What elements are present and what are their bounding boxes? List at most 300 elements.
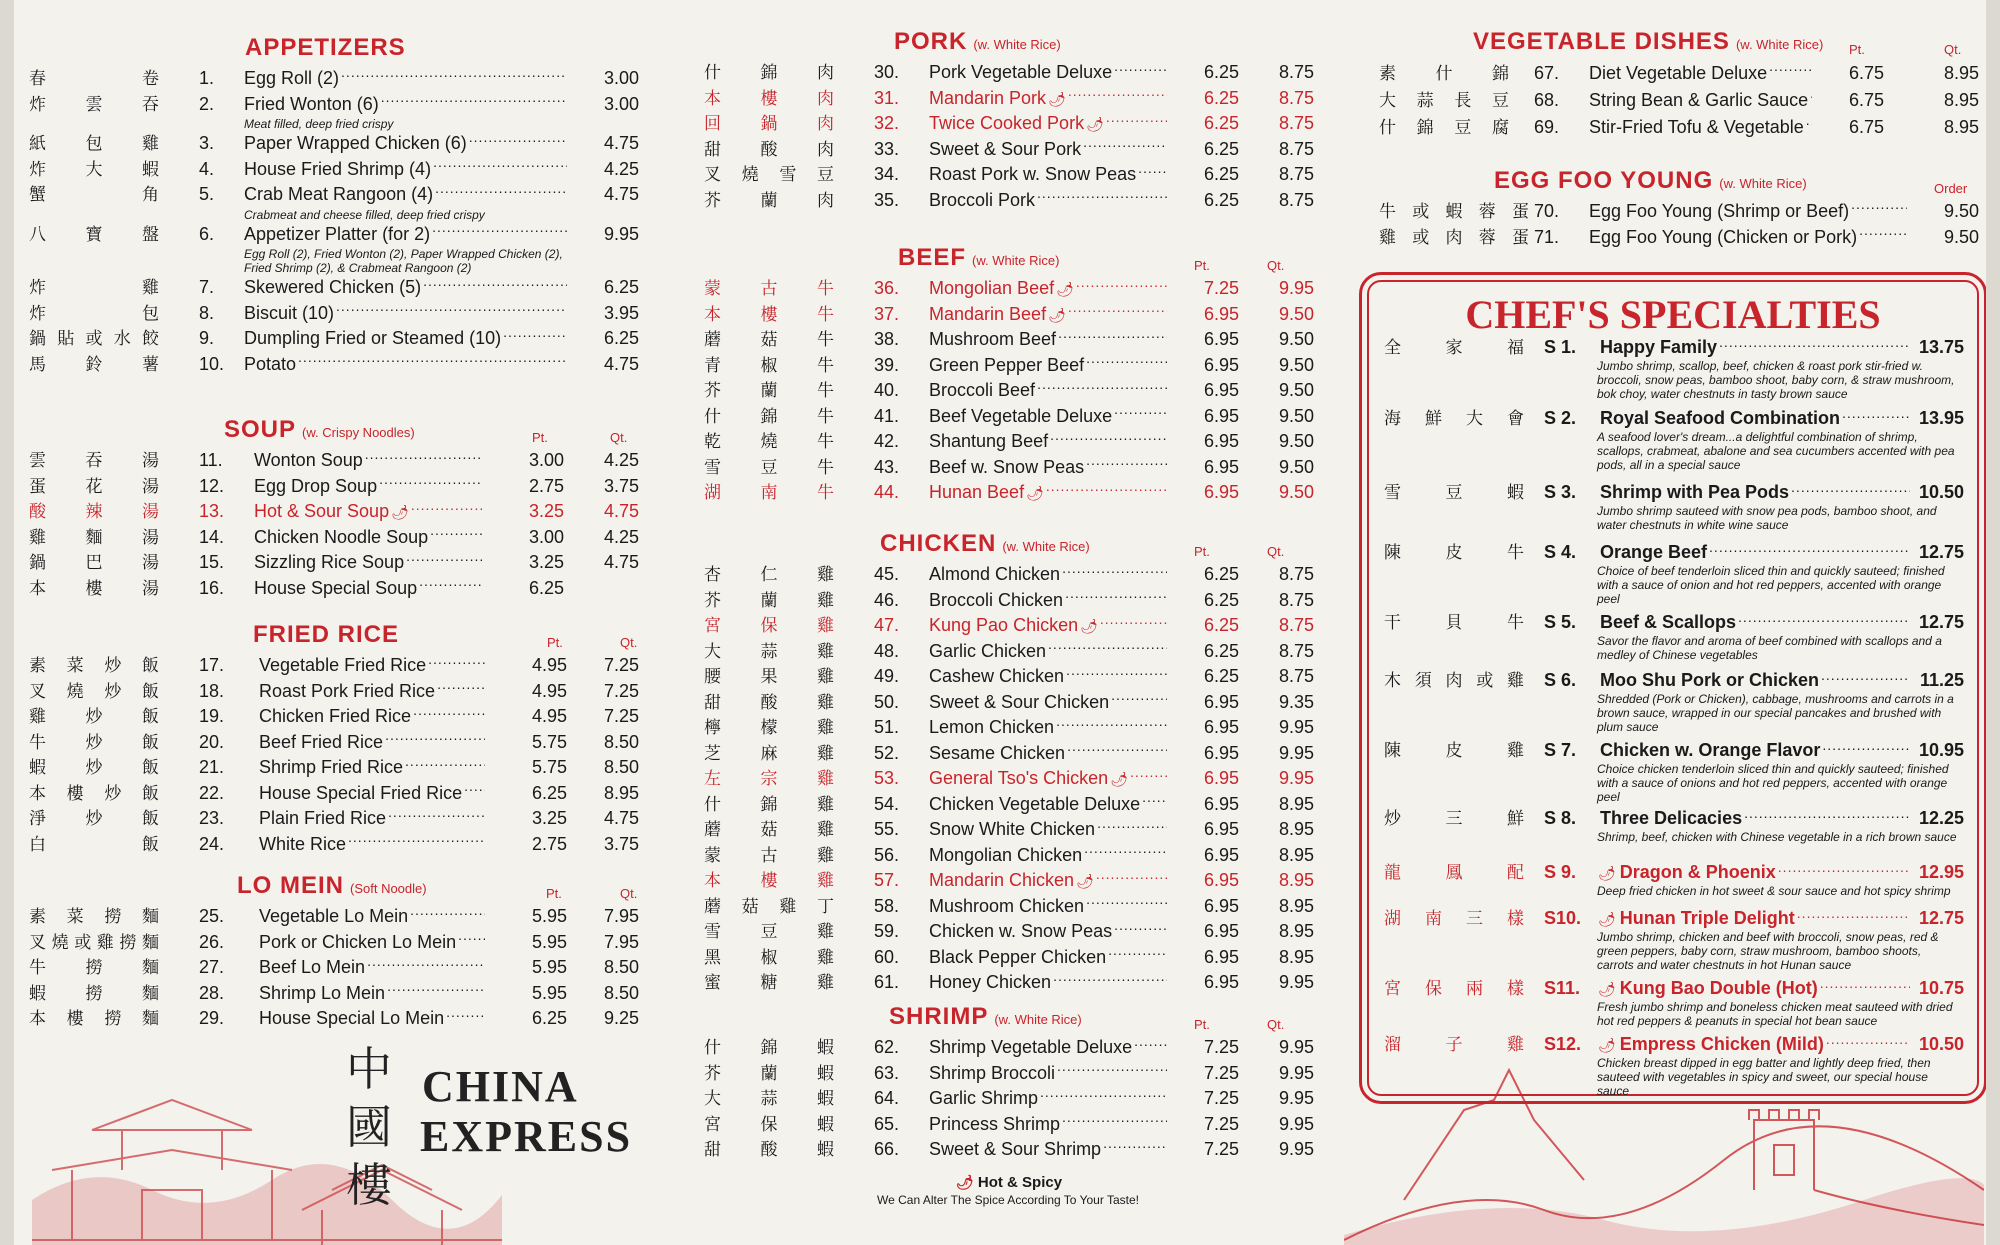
dot-leader xyxy=(1103,1137,1167,1155)
chinese-name: 蘑 菇 牛 xyxy=(704,330,834,350)
pint-price: 4.95 xyxy=(531,706,567,726)
chef-special-item xyxy=(1384,906,1964,972)
dot-leader xyxy=(1820,976,1910,994)
pint-price: 6.95 xyxy=(1203,793,1239,814)
item-name: Vegetable Lo Mein xyxy=(259,906,409,926)
legend-hot: Hot & Spicy xyxy=(977,1174,1063,1191)
egg-foo-young-item xyxy=(1379,225,1979,251)
soup-qt-header: Qt. xyxy=(610,430,628,445)
soup-item xyxy=(29,474,639,500)
item-name: Broccoli Pork xyxy=(929,189,1036,210)
item-number: 52. xyxy=(874,742,900,763)
quart-price: 8.75 xyxy=(1278,564,1314,584)
item-number: 34. xyxy=(874,164,900,184)
item-price: 6.25 xyxy=(603,328,639,348)
menu-item-row xyxy=(1384,860,1964,884)
item-number: 8. xyxy=(199,302,215,323)
legend xyxy=(848,1174,1168,1207)
dot-leader xyxy=(1709,540,1910,558)
shrimp-section xyxy=(704,1003,1314,1163)
menu-item-row xyxy=(1379,225,1979,251)
menu-item-row xyxy=(29,806,639,832)
pint-price: 6.25 xyxy=(1203,615,1239,635)
pork-item xyxy=(704,162,1314,188)
item-name: Plain Fried Rice xyxy=(259,808,387,828)
item-number: 13. xyxy=(199,501,225,521)
item-name: House Special Lo Mein xyxy=(259,1008,445,1028)
quart-price: 8.95 xyxy=(1943,90,1979,110)
dot-leader xyxy=(1134,1035,1167,1053)
menu-item-row xyxy=(704,919,1314,945)
chef-special-item xyxy=(1384,976,1964,1028)
item-number: S 6. xyxy=(1544,670,1577,690)
menu-item-row xyxy=(704,137,1314,163)
chinese-name: 陳 皮 牛 xyxy=(1384,543,1524,563)
pint-price: 7.25 xyxy=(1203,1088,1239,1108)
shrimp-item xyxy=(704,1086,1314,1112)
dot-leader xyxy=(410,904,485,922)
menu-item-row xyxy=(1384,406,1964,430)
chinese-name: 湖 南 三 樣 xyxy=(1384,909,1524,929)
chef-special-item xyxy=(1384,610,1964,662)
item-number: S 2. xyxy=(1544,408,1577,428)
beef-item xyxy=(704,327,1314,353)
item-name: Egg Roll (2) xyxy=(244,68,340,88)
menu-item-row xyxy=(704,276,1314,302)
pint-price: 6.95 xyxy=(1203,844,1239,865)
chinese-name: 牛 炒 飯 xyxy=(29,732,159,753)
chinese-name: 本 樓 肉 xyxy=(704,88,834,109)
hot-spicy-icon: 🌶 xyxy=(391,504,409,520)
appetizers-title: APPETIZERS xyxy=(245,34,406,61)
item-name: Hunan Beef xyxy=(929,482,1025,502)
quart-price: 8.75 xyxy=(1278,640,1314,661)
menu-item-row xyxy=(704,613,1314,639)
item-number: 5. xyxy=(199,184,215,204)
pint-price: 6.25 xyxy=(1203,138,1239,159)
item-price: 9.50 xyxy=(1943,227,1979,247)
dot-leader xyxy=(1100,613,1167,631)
item-name: Egg Foo Young (Chicken or Pork) xyxy=(1589,227,1858,247)
item-number: 22. xyxy=(199,782,225,803)
item-description: Choice of beef tenderloin sliced thin and quickly sauteed; finished with a sauce of onion and hot red peppers, accented with orange peel xyxy=(1597,564,1945,606)
pint-price: 5.95 xyxy=(531,906,567,926)
dot-leader xyxy=(1797,906,1910,924)
chinese-name: 雲 吞 湯 xyxy=(29,451,159,471)
dot-leader xyxy=(413,704,485,722)
dot-leader xyxy=(406,550,482,568)
dot-leader xyxy=(419,576,482,594)
item-name: Chicken Vegetable Deluxe xyxy=(929,793,1141,814)
vegetable-title: VEGETABLE DISHES xyxy=(1473,28,1730,55)
pork-list xyxy=(704,60,1314,213)
item-number: 56. xyxy=(874,844,900,865)
item-name: Hunan Triple Delight xyxy=(1619,908,1795,928)
item-price: 12.75 xyxy=(1918,542,1964,562)
chinese-name: 本 樓 撈 麵 xyxy=(29,1009,159,1029)
dot-leader xyxy=(381,92,567,110)
chinese-name: 蝦 撈 麵 xyxy=(29,983,159,1004)
pint-price: 6.95 xyxy=(1203,870,1239,890)
chinese-name: 雪 豆 雞 xyxy=(704,922,834,942)
item-number: 53. xyxy=(874,768,900,788)
item-number: 49. xyxy=(874,666,900,686)
dot-leader xyxy=(1050,429,1167,447)
vegetable-pt-header: Pt. xyxy=(1849,42,1865,57)
chinese-name: 腰 果 雞 xyxy=(704,667,834,687)
item-name: Chicken Noodle Soup xyxy=(254,526,429,547)
menu-item-row xyxy=(29,222,639,248)
chinese-name: 白 飯 xyxy=(29,834,159,855)
item-price: 3.95 xyxy=(603,302,639,323)
chef-special-item xyxy=(1384,406,1964,472)
chinese-name: 大 蒜 長 豆 xyxy=(1379,91,1509,111)
item-name: Beef Vegetable Deluxe xyxy=(929,405,1113,426)
chef-special-item xyxy=(1384,540,1964,606)
item-description: A seafood lover's dream...a delightful combination of shrimp, scallops, crabmeat, abalone and sea cucumbers accented with pea pods, all in a special sauce xyxy=(1597,430,1955,472)
item-name: Beef & Scallops xyxy=(1600,612,1737,632)
pint-price: 6.95 xyxy=(1203,768,1239,788)
appetizers-list xyxy=(29,66,639,377)
egg-foo-young-section xyxy=(1379,167,1979,251)
item-name: White Rice xyxy=(259,833,347,854)
menu-item-row xyxy=(29,653,639,679)
chinese-name: 大 蒜 雞 xyxy=(704,641,834,662)
quart-price: 8.75 xyxy=(1278,615,1314,635)
pork-item xyxy=(704,60,1314,86)
vegetable-item xyxy=(1379,87,1979,114)
dot-leader xyxy=(348,832,485,850)
quart-price: 8.75 xyxy=(1278,62,1314,82)
item-number: 14. xyxy=(199,526,225,547)
chicken-item xyxy=(704,741,1314,767)
item-name: Sizzling Rice Soup xyxy=(254,552,405,572)
menu-item-row xyxy=(29,66,639,92)
fried-rice-item xyxy=(29,781,639,807)
chinese-name: 春 卷 xyxy=(29,69,159,89)
soup-item xyxy=(29,525,639,551)
fried-rice-qt-header: Qt. xyxy=(620,635,638,650)
hot-spicy-icon: 🌶 xyxy=(1598,1037,1616,1053)
chinese-name: 蒙 古 雞 xyxy=(704,845,834,866)
brand-name-line-1: CHINA xyxy=(422,1062,579,1111)
quart-price: 8.75 xyxy=(1278,138,1314,159)
dot-leader xyxy=(1067,741,1167,759)
item-number: 44. xyxy=(874,482,900,502)
item-number: 17. xyxy=(199,655,225,675)
item-name: Shrimp with Pea Pods xyxy=(1600,482,1790,502)
item-price: 4.75 xyxy=(603,353,639,374)
chinese-name: 蝦 炒 飯 xyxy=(29,758,159,778)
chicken-item xyxy=(704,639,1314,665)
menu-item-row xyxy=(704,945,1314,971)
lo-mein-title: LO MEIN xyxy=(237,872,344,899)
menu-item-row xyxy=(1384,906,1964,930)
quart-price: 9.50 xyxy=(1278,405,1314,426)
menu-item-row xyxy=(29,474,639,500)
chinese-name: 湖 南 牛 xyxy=(704,483,834,503)
pint-price: 6.95 xyxy=(1203,329,1239,349)
item-name: Dumpling Fried or Steamed (10) xyxy=(244,328,502,348)
item-name: Mongolian Chicken xyxy=(929,844,1083,865)
dot-leader xyxy=(432,222,567,240)
item-price: 6.25 xyxy=(528,577,564,598)
quart-price: 9.50 xyxy=(1278,431,1314,451)
quart-price: 9.95 xyxy=(1278,1088,1314,1108)
quart-price: 9.50 xyxy=(1278,329,1314,349)
dot-leader xyxy=(1111,690,1167,708)
item-number: 59. xyxy=(874,921,900,941)
hot-spicy-icon: 🌶 xyxy=(1048,306,1066,323)
item-number: 70. xyxy=(1534,201,1560,221)
chicken-pt-header: Pt. xyxy=(1194,544,1210,559)
pint-price: 6.75 xyxy=(1848,90,1884,110)
chinese-name: 雪 豆 牛 xyxy=(704,457,834,478)
chicken-item xyxy=(704,817,1314,843)
item-name: Mandarin Chicken xyxy=(929,870,1075,890)
quart-price: 9.95 xyxy=(1278,972,1314,992)
shrimp-item xyxy=(704,1112,1314,1138)
beef-note: (w. White Rice) xyxy=(972,253,1060,268)
quart-price: 8.50 xyxy=(603,731,639,752)
pint-price: 5.95 xyxy=(531,982,567,1003)
pint-price: 7.25 xyxy=(1203,1062,1239,1083)
egg-foo-young-list xyxy=(1379,199,1979,251)
pint-price: 6.25 xyxy=(531,1008,567,1028)
brand-chinese-char-1: 中 xyxy=(346,1042,392,1096)
chinese-name: 雞 或 肉 蓉 蛋 xyxy=(1379,228,1529,248)
item-name: Hot & Sour Soup xyxy=(254,501,390,521)
chinese-name: 蟹 角 xyxy=(29,185,159,205)
item-number: 19. xyxy=(199,706,225,726)
menu-item-row xyxy=(1379,60,1979,87)
dot-leader xyxy=(1062,562,1167,580)
chinese-name: 本 樓 湯 xyxy=(29,578,159,599)
shrimp-note: (w. White Rice) xyxy=(994,1012,1082,1027)
pint-price: 7.25 xyxy=(1203,1139,1239,1159)
item-number: 68. xyxy=(1534,90,1560,110)
menu-item-row xyxy=(29,704,639,730)
soup-list xyxy=(29,448,639,601)
dot-leader xyxy=(298,352,567,370)
dot-leader xyxy=(1037,378,1167,396)
item-name: Vegetable Fried Rice xyxy=(259,655,427,675)
appetizers-item xyxy=(29,301,639,327)
item-number: 6. xyxy=(199,223,215,244)
chef-special-item xyxy=(1384,668,1964,734)
egg-foo-young-order-header: Order xyxy=(1934,181,1968,196)
chinese-name: 芥 蘭 蝦 xyxy=(704,1063,834,1084)
beef-item xyxy=(704,302,1314,328)
chinese-name: 回 鍋 肉 xyxy=(704,114,834,134)
fried-rice-item xyxy=(29,832,639,858)
item-description: Jumbo shrimp sauteed with snow pea pods, bamboo shoot, and water chestnuts in white wine sauce xyxy=(1597,504,1937,532)
item-number: 36. xyxy=(874,278,900,298)
menu-item-row xyxy=(29,182,639,208)
fried-rice-list xyxy=(29,653,639,857)
chicken-item xyxy=(704,970,1314,996)
item-number: 20. xyxy=(199,731,225,752)
pork-note: (w. White Rice) xyxy=(973,37,1061,52)
menu-item-row xyxy=(704,378,1314,404)
fried-rice-section xyxy=(29,621,639,857)
dot-leader xyxy=(503,326,567,344)
lo-mein-item xyxy=(29,981,639,1007)
item-price: 13.75 xyxy=(1918,337,1964,357)
menu-item-row xyxy=(29,352,639,378)
chinese-name: 本 樓 牛 xyxy=(704,304,834,325)
chinese-name: 龍 鳳 配 xyxy=(1384,863,1524,883)
fried-rice-item xyxy=(29,806,639,832)
item-description: Chicken breast dipped in egg batter and lightly deep fried, then sauteed with vegetables in spicy and sweet, our special house sauce xyxy=(1597,1056,1931,1098)
dot-leader xyxy=(1108,945,1167,963)
soup-title: SOUP xyxy=(224,416,297,443)
pork-item xyxy=(704,86,1314,112)
item-number: 62. xyxy=(874,1037,900,1057)
lo-mein-item xyxy=(29,930,639,956)
item-name: Skewered Chicken (5) xyxy=(244,277,422,297)
menu-item-row xyxy=(29,730,639,756)
item-number: 24. xyxy=(199,833,225,854)
chinese-name: 左 宗 雞 xyxy=(704,769,834,789)
item-description: Meat filled, deep fried crispy xyxy=(244,117,394,131)
quart-price: 8.95 xyxy=(603,782,639,803)
item-name: House Fried Shrimp (4) xyxy=(244,158,432,179)
chinese-name: 黑 椒 雞 xyxy=(704,947,834,968)
dot-leader xyxy=(435,182,567,200)
chinese-name: 炸 包 xyxy=(29,303,159,324)
hot-spicy-icon: 🌶 xyxy=(1110,771,1128,787)
quart-price: 3.75 xyxy=(603,833,639,854)
item-number: 9. xyxy=(199,328,215,348)
chinese-name: 叉 燒 或 雞 撈 麵 xyxy=(29,932,159,953)
lo-mein-note: (Soft Noodle) xyxy=(350,881,427,896)
item-name: Appetizer Platter (for 2) xyxy=(244,223,431,244)
menu-item-row xyxy=(704,639,1314,665)
item-number: 12. xyxy=(199,475,225,496)
brand-chinese-char-3: 樓 xyxy=(346,1158,392,1212)
item-name: Mushroom Chicken xyxy=(929,895,1085,916)
menu-item-row xyxy=(29,781,639,807)
item-number: 66. xyxy=(874,1139,900,1159)
item-description: Fresh jumbo shrimp and boneless chicken meat sauteed with dried hot red peppers & peanuts in special hot bean sauce xyxy=(1597,1000,1953,1028)
item-number: 10. xyxy=(199,353,225,374)
chinese-name: 蘑 菇 雞 丁 xyxy=(704,896,834,917)
dot-leader xyxy=(336,301,567,319)
appetizers-item xyxy=(29,326,639,352)
hot-spicy-icon: 🌶 xyxy=(955,1174,974,1190)
hot-spicy-icon: 🌶 xyxy=(1080,618,1098,634)
menu-item-row xyxy=(704,792,1314,818)
dot-leader xyxy=(1744,806,1910,824)
menu-item-row xyxy=(704,1137,1314,1163)
chicken-qt-header: Qt. xyxy=(1267,544,1285,559)
vegetable-list xyxy=(1379,60,1979,141)
menu-item-row xyxy=(704,327,1314,353)
hot-spicy-icon: 🌶 xyxy=(1598,981,1616,997)
menu-item-row xyxy=(29,448,639,474)
dot-leader xyxy=(1806,115,1812,133)
item-name: House Special Soup xyxy=(254,577,418,598)
chinese-name: 宮 保 雞 xyxy=(704,616,834,636)
item-name: Wonton Soup xyxy=(254,450,363,470)
item-price: 12.75 xyxy=(1918,612,1964,632)
item-name: Sesame Chicken xyxy=(929,742,1066,763)
pint-price: 6.95 xyxy=(1203,717,1239,737)
item-name: Twice Cooked Pork xyxy=(929,113,1085,133)
item-name: Moo Shu Pork or Chicken xyxy=(1600,670,1820,690)
item-price: 13.95 xyxy=(1918,408,1964,428)
dot-leader xyxy=(1138,162,1167,180)
dot-leader xyxy=(1062,1112,1167,1130)
dot-leader xyxy=(411,499,482,517)
menu-item-row xyxy=(704,588,1314,614)
menu-item-row xyxy=(704,60,1314,86)
item-name: Black Pepper Chicken xyxy=(929,946,1107,967)
chicken-item xyxy=(704,919,1314,945)
item-number: S11. xyxy=(1544,978,1581,998)
chinese-name: 蘑 菇 雞 xyxy=(704,820,834,840)
menu-item-row xyxy=(29,499,639,525)
menu-item-row xyxy=(29,576,639,602)
pork-section xyxy=(704,28,1314,213)
item-price: 12.95 xyxy=(1918,862,1964,882)
item-number: 47. xyxy=(874,615,900,635)
chinese-name: 杏 仁 雞 xyxy=(704,565,834,585)
lo-mein-pt-header: Pt. xyxy=(546,886,562,901)
item-number: 64. xyxy=(874,1088,900,1108)
dot-leader xyxy=(423,275,567,293)
dot-leader xyxy=(430,525,482,543)
item-number: 27. xyxy=(199,957,225,977)
quart-price: 8.50 xyxy=(603,957,639,977)
chinese-name: 宮 保 兩 樣 xyxy=(1384,979,1524,999)
quart-price: 9.50 xyxy=(1278,303,1314,324)
menu-item-row xyxy=(29,92,639,118)
pint-price: 4.95 xyxy=(531,680,567,701)
menu-item-row xyxy=(29,550,639,576)
shrimp-item xyxy=(704,1137,1314,1163)
item-name: Beef Fried Rice xyxy=(259,731,384,752)
dot-leader xyxy=(446,1006,485,1024)
dot-leader xyxy=(458,930,485,948)
item-name: Shrimp Broccoli xyxy=(929,1062,1056,1083)
item-number: 25. xyxy=(199,906,225,926)
item-name: Stir-Fried Tofu & Vegetable xyxy=(1589,117,1804,137)
beef-title: BEEF xyxy=(898,244,967,271)
chinese-name: 什 錦 牛 xyxy=(704,406,834,427)
chinese-name: 什 錦 雞 xyxy=(704,794,834,815)
menu-item-row xyxy=(29,326,639,352)
chinese-name: 芥 蘭 牛 xyxy=(704,381,834,401)
item-name: Shrimp Lo Mein xyxy=(259,982,386,1003)
beef-item xyxy=(704,378,1314,404)
item-name: Chicken Fried Rice xyxy=(259,706,412,726)
dot-leader xyxy=(387,981,485,999)
menu-item-row xyxy=(29,955,639,981)
pint-price: 5.95 xyxy=(531,931,567,952)
item-number: 11. xyxy=(199,450,223,470)
dot-leader xyxy=(1037,188,1167,206)
item-price: 9.50 xyxy=(1943,201,1979,221)
dot-leader xyxy=(469,131,567,149)
chicken-title: CHICKEN xyxy=(880,530,997,557)
item-name: Roast Pork Fried Rice xyxy=(259,680,436,701)
shrimp-pt-header: Pt. xyxy=(1194,1017,1210,1032)
chinese-name: 叉 燒 雪 豆 xyxy=(704,165,834,185)
chicken-list xyxy=(704,562,1314,996)
menu-item-row xyxy=(704,404,1314,430)
